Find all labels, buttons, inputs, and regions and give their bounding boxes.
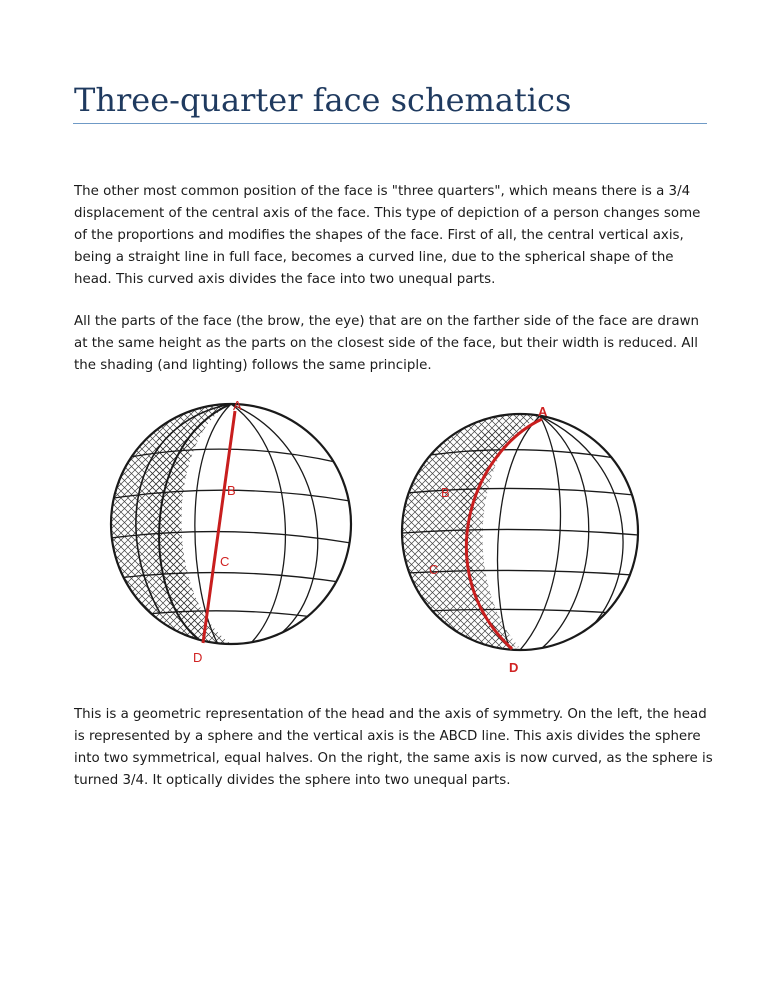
left-sphere	[111, 398, 351, 665]
left-label-d: D	[193, 650, 203, 665]
left-sphere-hatching	[111, 404, 231, 644]
right-label-a: A	[538, 404, 548, 419]
paragraph-proportions: All the parts of the face (the brow, the eye) that are on the farther side of the face are drawn at the same height as the parts on the closest side of the face, but their width is reduced. All the shading (and lighting) follows the same principle.	[74, 314, 700, 373]
right-label-d: D	[509, 660, 519, 675]
paragraph-sphere-explanation: This is a geometric representation of the head and the axis of symmetry. On the left, the head is represented by a sphere and the vertical axis is the ABCD line. This axis divides the sphere into two symmetrical, equal halves. On the right, the same axis is now curved, as the sphere is turned 3/4. It optically divides the sphere into two unequal parts.	[74, 707, 713, 788]
left-label-b: B	[227, 483, 236, 498]
left-label-a: A	[233, 398, 242, 413]
right-sphere	[402, 404, 638, 675]
page-title: Three-quarter face schematics	[74, 81, 572, 119]
left-label-c: C	[220, 554, 230, 569]
sphere-diagram	[100, 393, 670, 683]
title-underline	[73, 123, 707, 124]
sphere-diagram-figure	[100, 393, 670, 683]
right-label-b: B	[441, 485, 450, 500]
paragraph-intro: The other most common position of the face is "three quarters", which means there is a 3/4 displacement of the central axis of the face. This type of depiction of a person changes some of the proportions and modifies the shapes of the face. First of all, the central vertical axis, being a straight line in full face, becomes a curved line, due to the spherical shape of the head. This curved axis divides the face into two unequal parts.	[74, 184, 701, 287]
right-label-c: C	[429, 562, 439, 577]
left-sphere-axis	[203, 411, 235, 643]
